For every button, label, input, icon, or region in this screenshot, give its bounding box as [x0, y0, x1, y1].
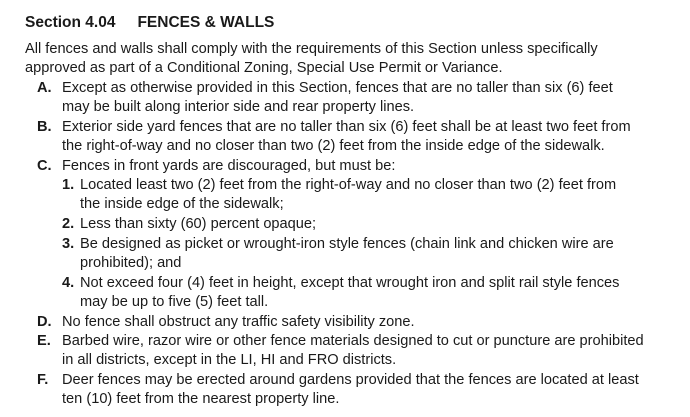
sub-item-text [80, 176, 616, 215]
list-item-line: Exterior side yard fences that are no taller than six (6) feet shall be at least two feet from [62, 119, 631, 135]
list-item-line: may be built along interior side and rear property lines. [62, 99, 415, 116]
sub-item-line: Be designed as picket or wrought-iron style fences (chain link and chicken wire are [80, 236, 614, 252]
sub-item-line: may be up to five (5) feet tall. [80, 294, 269, 311]
list-item-label: D. [37, 314, 52, 330]
list-item-text [62, 157, 395, 176]
list-item-line: Deer fences may be erected around gardens provided that the fences are located at least [62, 372, 639, 388]
list-item-label: A. [37, 80, 52, 96]
section-intro [25, 40, 655, 79]
sub-item-line: Less than sixty (60) percent opaque; [80, 216, 317, 232]
list-item-text [62, 332, 644, 371]
list-item-line: Barbed wire, razor wire or other fence materials designed to cut or puncture are prohibited [62, 333, 644, 349]
sub-item-text [80, 215, 316, 234]
list-item-text [62, 371, 639, 410]
sub-item-text [80, 274, 619, 313]
list-item-line: the right-of-way and no closer than two (2) feet from the inside edge of the sidewalk. [62, 138, 605, 155]
intro-line: approved as part of a Conditional Zoning, Special Use Permit or Variance. [25, 60, 503, 77]
sub-item-label: 4. [62, 275, 75, 291]
list-item-text [62, 79, 613, 118]
sub-item-line: the inside edge of the sidewalk; [80, 196, 284, 213]
list-item-label: F. [37, 372, 49, 388]
sub-item-text [80, 235, 614, 274]
section-heading [25, 13, 274, 33]
list-item-label: E. [37, 333, 51, 349]
sub-item-label: 2. [62, 216, 75, 232]
intro-line: All fences and walls shall comply with the requirements of this Section unless specifically [25, 41, 598, 57]
list-item-label: B. [37, 119, 52, 135]
sub-item-line: Not exceed four (4) feet in height, except that wrought iron and split rail style fences [80, 275, 620, 291]
sub-item-line: Located least two (2) feet from the right-of-way and no closer than two (2) feet from [80, 177, 617, 193]
sub-item-label: 1. [62, 177, 75, 193]
list-item-text [62, 118, 631, 157]
section-title: FENCES & WALLS [137, 14, 275, 31]
list-item-label: C. [37, 158, 52, 174]
section-number: Section 4.04 [25, 14, 116, 31]
list-item-text [62, 313, 415, 332]
list-item-line: in all districts, except in the LI, HI and FRO districts. [62, 352, 397, 369]
sub-item-label: 3. [62, 236, 75, 252]
list-item-line: Except as otherwise provided in this Section, fences that are no taller than six (6) feet [62, 80, 613, 96]
list-item-line: Fences in front yards are discouraged, but must be: [62, 158, 396, 174]
sub-item-line: prohibited); and [80, 255, 182, 272]
list-item-line: ten (10) feet from the nearest property line. [62, 391, 340, 408]
list-item-line: No fence shall obstruct any traffic safety visibility zone. [62, 314, 415, 330]
